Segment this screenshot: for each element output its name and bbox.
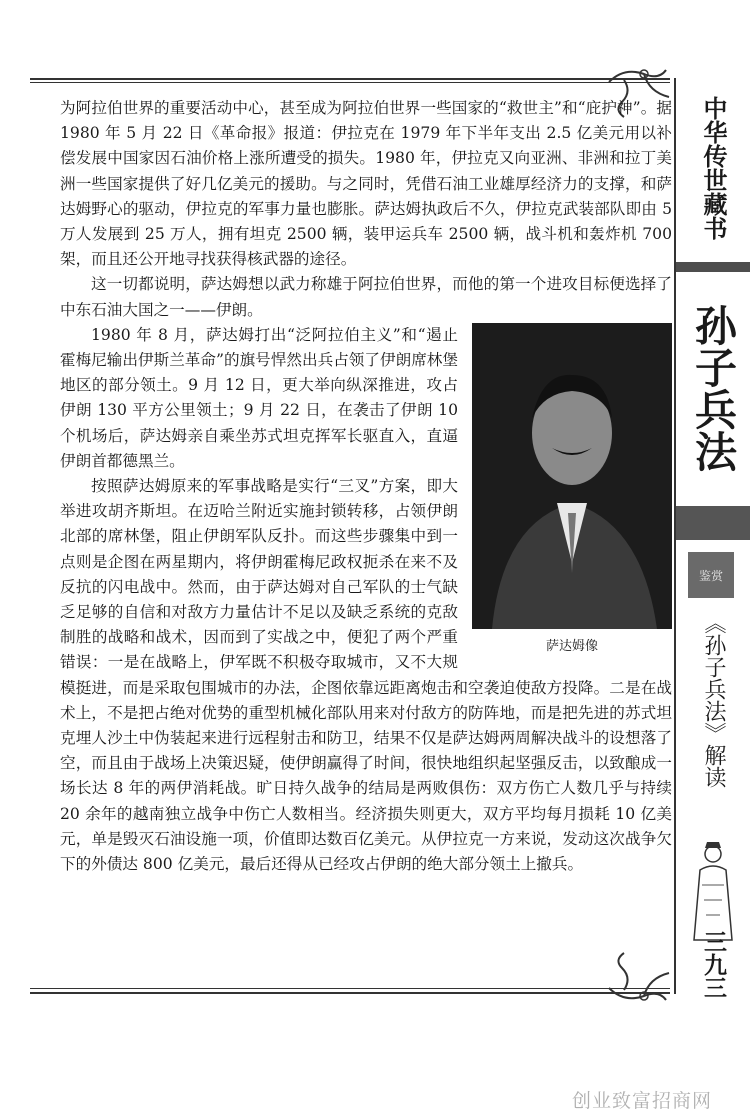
seal-stamp: 鉴赏 bbox=[688, 552, 734, 598]
main-text bbox=[60, 96, 672, 877]
page-number: 三九三 bbox=[700, 930, 727, 999]
watermark: 创业致富招商网 bbox=[572, 1090, 713, 1112]
paragraph-4: 按照萨达姆原来的军事战略是实行“三叉”方案，即大举进攻胡齐斯坦。在迈哈兰附近实施封锁转移，占领伊朗北部的席林堡，阻止伊朗军队反扑。而这些步骤集中到一点则是企图在两星期内，将伊朗霍梅尼政权扼杀在来不及反抗的闪电战中。然而，由于萨达姆对自己军队的士气缺乏足够的自信和对敌方力量估计不足以及缺乏系统的克敌制胜的战略和战术，因而到了实战之中，便犯了两个严重错误：一是在战略上，伊军既不积极夺取城市，又不大规模挺进，而是采取包围城市的办法，企图依靠远距离炮击和空袭迫使敌方投降。二是在战术上，不是把占绝对优势的重型机械化部队用来对付敌方的防阵地，而是把先进的苏式坦克埋人沙土中伪装起来进行远程射击和防卫，结果不仅是萨达姆两周解决战斗的设想落了空，而且由于战场上决策迟疑，使伊朗赢得了时间，很快地组织起坚强反击，以致酿成一场长达 8 年的两伊消耗战。旷日持久战争的结局是两败俱伤：双方伤亡人数几乎与持续 20 余年的越南独立战争中伤亡人数相当。经济损失则更大，双方平均每月损耗 10 亿美元，单是毁灭石油设施一项，价值即达数百亿美元。从伊拉克一方来说，发动这次战争欠下的外债达 800 亿美元，最后还得从已经攻占伊朗的绝大部分领土上撤兵。 bbox=[60, 477, 672, 874]
corner-ornament-bottom-icon bbox=[604, 938, 674, 1008]
paragraph-1: 为阿拉伯世界的重要活动中心，甚至成为阿拉伯世界一些国家的“救世主”和“庇护神”。据 1980 年 5 月 22 日《革命报》报道：伊拉克在 1979 年下半年支出 2.5 亿美元用以补偿发展中国家因石油价格上涨所遭受的损失。1980 年，伊拉克又向亚洲、非洲和拉丁美洲一些国家提供了好几亿美元的援助。与之同时，凭借石油工业雄厚经济力的支撑，和萨达姆野心的驱动，伊拉克的军事力量也膨胀。萨达姆执政后不久，伊拉克武装部队即由 5 万人发展到 25 万人，拥有坦克 2500 辆，装甲运兵车 2500 辆，战斗机和轰炸机 700 架，而且还公开地寻找获得核武器的途径。 bbox=[60, 99, 672, 269]
photo-block bbox=[472, 323, 672, 659]
sidebar-band-dark bbox=[676, 506, 750, 540]
frame-bottom-rule bbox=[30, 992, 670, 994]
frame-top-rule-inner bbox=[30, 82, 670, 83]
paragraph-2: 这一切都说明，萨达姆想以武力称雄于阿拉伯世界，而他的第一个进攻目标便选择了中东石油大国之一——伊朗。 bbox=[60, 275, 672, 319]
paragraph-3: 1980 年 8 月，萨达姆打出“泛阿拉伯主义”和“遏止霍梅尼输出伊斯兰革命”的旗号悍然出兵占领了伊朗席林堡地区的部分领土。9 月 12 日，更大举向纵深推进，攻占伊朗 130 平方公里领土；9 月 22 日，在袭击了伊朗 10 个机场后，萨达姆亲自乘坐苏式坦克挥军长驱直入，直逼伊朗首都德黑兰。 bbox=[60, 325, 458, 470]
sidebar bbox=[676, 78, 750, 999]
book-title: 孙子兵法 bbox=[689, 304, 738, 472]
section-subtitle: 《孙子兵法》解读 bbox=[701, 612, 726, 788]
frame-top-rule bbox=[30, 78, 670, 80]
sidebar-band-top bbox=[676, 262, 750, 272]
frame-bottom-rule-inner bbox=[30, 988, 670, 989]
photo-caption: 萨达姆像 bbox=[545, 638, 598, 654]
series-title: 中华传世藏书 bbox=[699, 96, 727, 240]
saddam-portrait-photo bbox=[472, 323, 672, 629]
